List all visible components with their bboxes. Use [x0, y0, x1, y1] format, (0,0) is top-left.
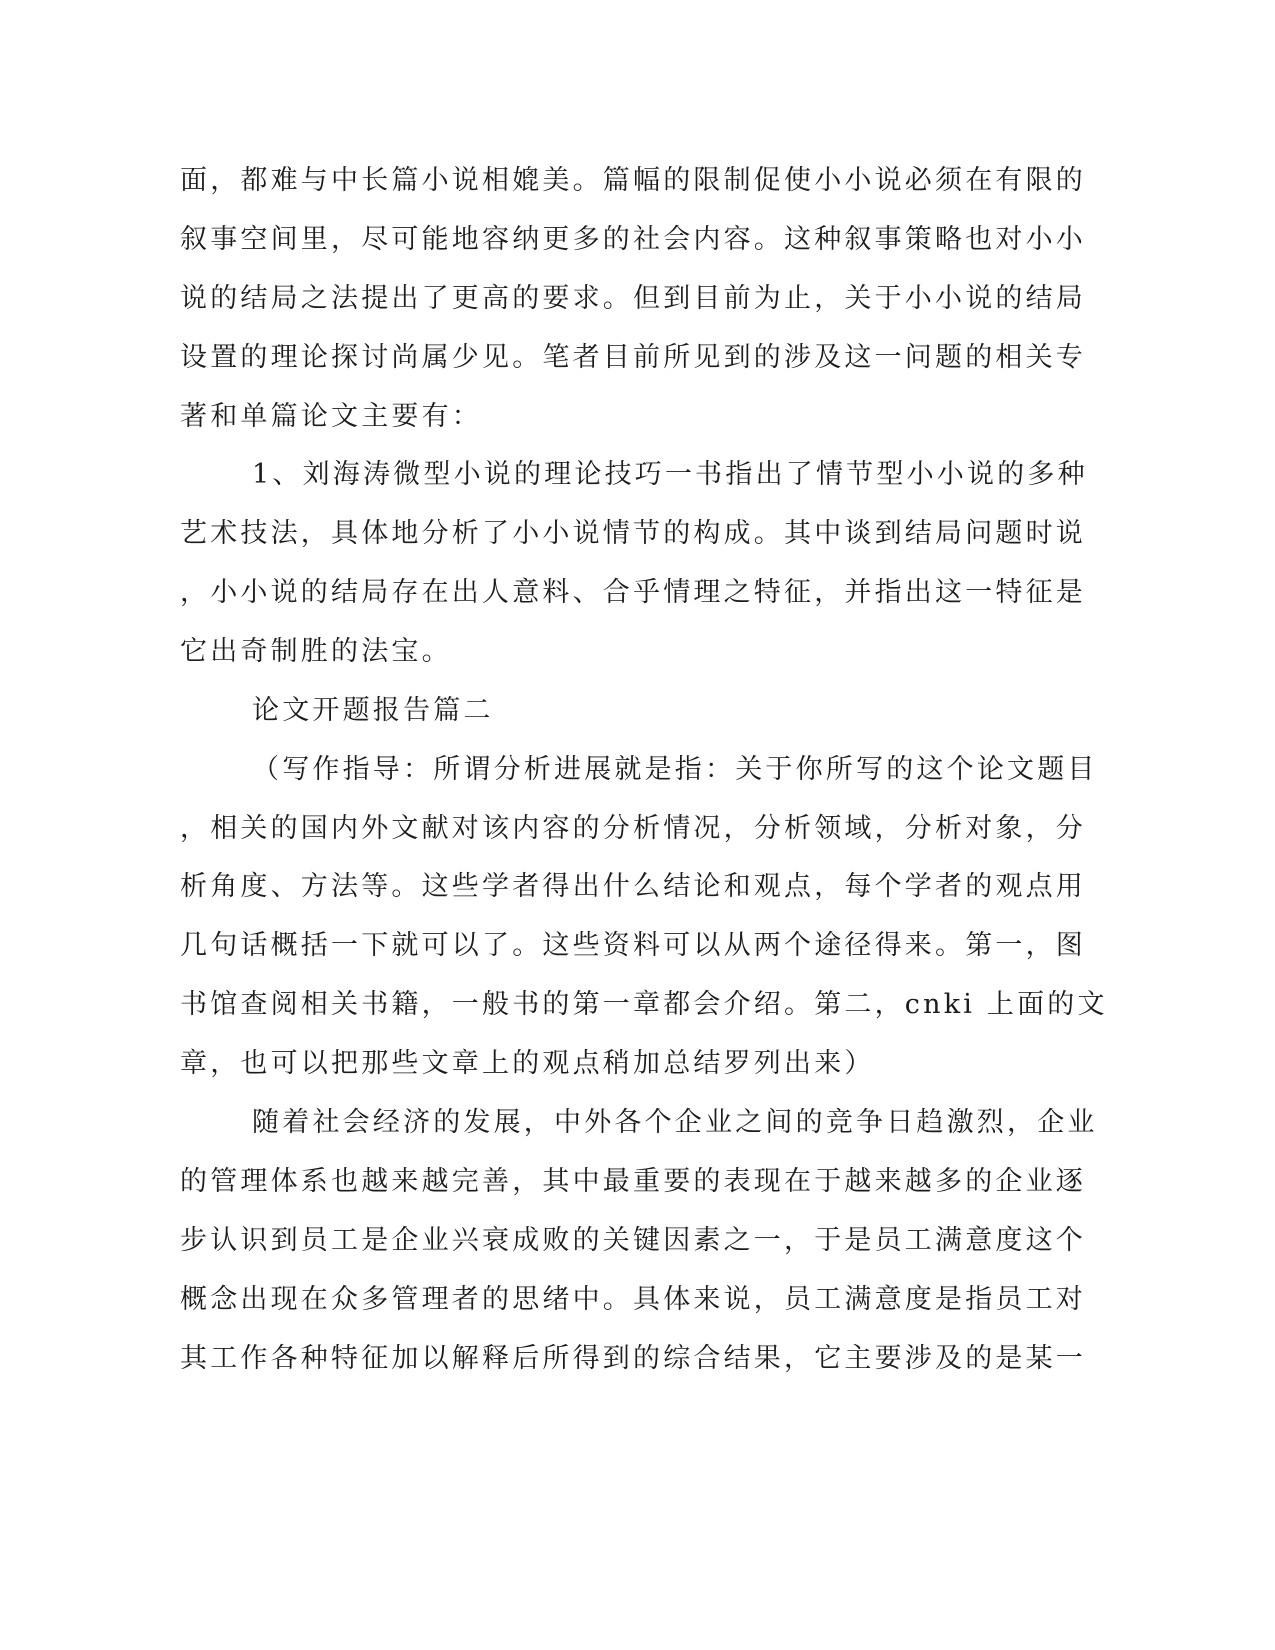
- text-line: 面，都难与中长篇小说相媲美。篇幅的限制促使小小说必须在有限的: [180, 165, 1086, 196]
- text-line: 步认识到员工是企业兴衰成败的关键因素之一，于是员工满意度这个: [180, 1225, 1086, 1256]
- guidance-note-line: 书馆查阅相关书籍，一般书的第一章都会介绍。第二，cnki 上面的文: [180, 989, 1108, 1020]
- text-line: 叙事空间里，尽可能地容纳更多的社会内容。这种叙事策略也对小小: [180, 224, 1086, 255]
- text-line: ，小小说的结局存在出人意料、合乎情理之特征，并指出这一特征是: [180, 577, 1086, 608]
- guidance-note-line: （写作指导：所谓分析进展就是指：关于你所写的这个论文题目: [252, 754, 1098, 785]
- text-line: 艺术技法，具体地分析了小小说情节的构成。其中谈到结局问题时说: [180, 518, 1086, 549]
- text-line: 说的结局之法提出了更高的要求。但到目前为止，关于小小说的结局: [180, 283, 1086, 314]
- text-line: 概念出现在众多管理者的思绪中。具体来说，员工满意度是指员工对: [180, 1284, 1086, 1315]
- text-line: 设置的理论探讨尚属少见。笔者目前所见到的涉及这一问题的相关专: [180, 342, 1086, 373]
- text-line: 它出奇制胜的法宝。: [180, 636, 452, 667]
- guidance-note-line: 几句话概括一下就可以了。这些资料可以从两个途径得来。第一，图: [180, 930, 1086, 961]
- text-line: 的管理体系也越来越完善，其中最重要的表现在于越来越多的企业逐: [180, 1166, 1086, 1197]
- text-line: 其工作各种特征加以解释后所得到的综合结果，它主要涉及的是某一: [180, 1343, 1086, 1374]
- text-line: 著和单篇论文主要有：: [180, 401, 482, 432]
- guidance-note-line: ，相关的国内外文献对该内容的分析情况，分析领域，分析对象，分: [180, 813, 1086, 844]
- guidance-note-line: 析角度、方法等。这些学者得出什么结论和观点，每个学者的观点用: [180, 871, 1086, 902]
- list-item-line: 1、刘海涛微型小说的理论技巧一书指出了情节型小小说的多种: [252, 459, 1088, 490]
- text-line: 随着社会经济的发展，中外各个企业之间的竞争日趋激烈，企业: [252, 1107, 1098, 1138]
- guidance-note-line: 章，也可以把那些文章上的观点稍加总结罗列出来）: [180, 1048, 875, 1079]
- section-heading: 论文开题报告篇二: [252, 695, 494, 726]
